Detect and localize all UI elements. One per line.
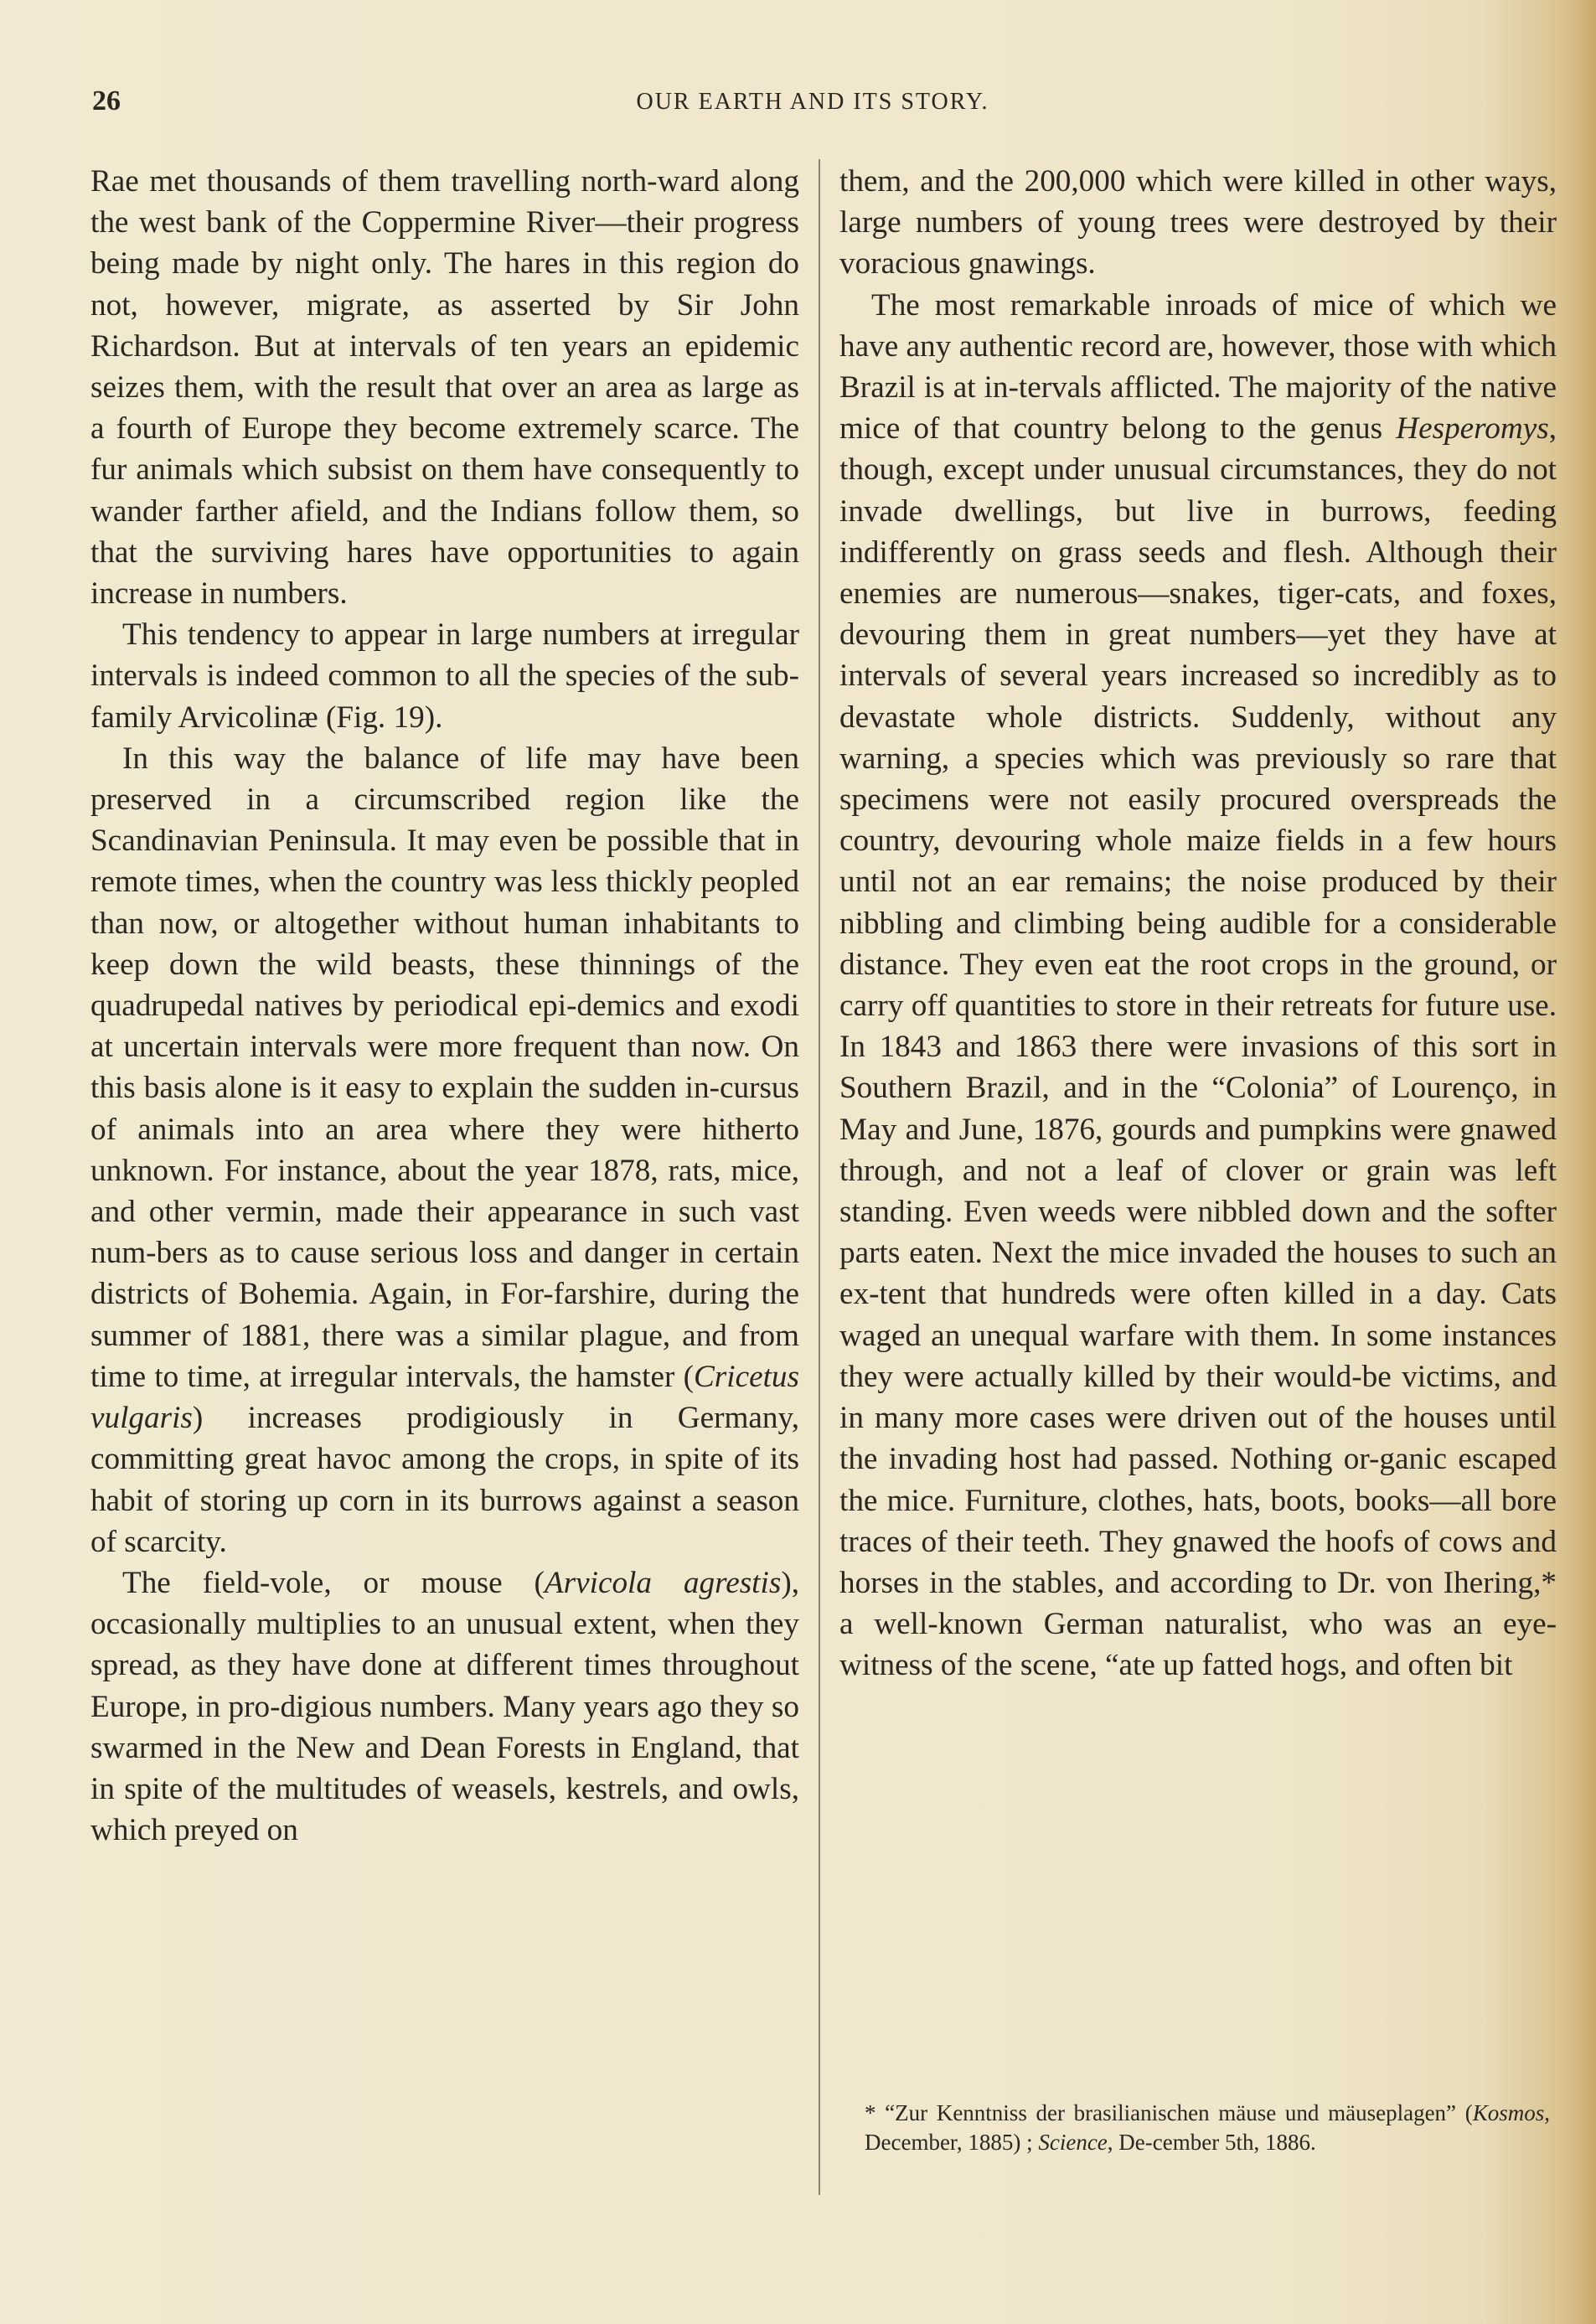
page-header (92, 85, 1533, 127)
paren-open: ( (674, 1359, 694, 1394)
footnote-mid: , December, 1885) ; (865, 2100, 1550, 2155)
species-name-hamster: Cricetus vulgaris (90, 1359, 800, 1436)
species-name-vole: Arvicola agrestis (544, 1565, 782, 1600)
genus-name: Hesperomys (1396, 411, 1549, 447)
right-paragraph-2 (839, 285, 1557, 1686)
page-number: 26 (92, 85, 121, 116)
left-column (90, 161, 799, 1851)
left-paragraph-3-text: In this way the balance of life may have been preserved in a circumscribed region like the Scandinavian Peninsula. It may even be possible that in remote times, when the country was less thickly peopled than now, or altogether without human inhabitants to keep down the wild beasts, these thinnings of the quadrupedal natives by periodical epi-demics and exodi at uncertain intervals were more frequent than now. On this basis alone is it easy to explain the sudden in-cursus of animals into an area where they were hitherto unknown. For instance, about the year 1878, rats, mice, and other vermin, made their appearance in such vast num-bers as to cause serious loss and danger in certain districts of Bohemia. Again, in For-farshire, during the summer of 1881, there was a similar plague, and from time to time, at irregular intervals, the hamster (90, 741, 799, 1394)
right-column (839, 161, 1557, 1686)
right-paragraph-1: them, and the 200,000 which were killed in other ways, large numbers of young trees were destroyed by their voracious gnawings. (839, 164, 1557, 281)
left-paragraph-1: Rae met thousands of them travelling north-ward along the west bank of the Coppermine River—their progress being made by night only. The hares in this region do not, however, migrate, as asserted by Sir John Richardson. But at intervals of ten years an epidemic seizes them, with the result that over an area as large as a fourth of Europe they become extremely scarce. The fur animals which subsist on them have consequently to wander farther afield, and the Indians follow them, so that the surviving hares have opportunities to again increase in numbers. (90, 164, 799, 612)
left-paragraph-4 (90, 1562, 799, 1851)
left-paragraph-2: This tendency to appear in large numbers at irregular intervals is indeed common to all the species of the sub-family Arvicolinæ (Fig. 19). (90, 617, 799, 735)
right-paragraph-2-head: The most remarkable inroads of mice of which we have any authentic record are, however, those with which Brazil is at in-tervals afflicted. The majority of the native mice of that country belong to the genus (839, 287, 1557, 447)
left-paragraph-3-tail: ) increases prodigiously in Germany, committing great havoc among the crops, in spite of its habit of storing up corn in its burrows against a season of scarcity. (90, 1401, 799, 1559)
running-head: OUR EARTH AND ITS STORY. (636, 89, 989, 115)
column-divider (819, 159, 820, 2195)
right-paragraph-2-tail: , though, except under unusual circumstances, they do not invade dwellings, but live in burrows, feeding indifferently on grass seeds and flesh. Although their enemies are numerous—snakes, tiger-cats, and foxes, devouring them in great numbers—yet they have at intervals of several years increased so incredibly as to devastate whole districts. Suddenly, without any warning, a species which was previously so rare that specimens were not easily procured overspreads the country, devouring whole maize fields in a few hours until not an ear remains; the noise produced by their nibbling and climbing being audible for a considerable distance. They even eat the root crops in the ground, or carry off quantities to store in their retreats for future use. In 1843 and 1863 there were invasions of this sort in Southern Brazil, and in the “Colonia” of Lourenço, in May and June, 1876, gourds and pumpkins were gnawed through, and not a leaf of clover or grain was left standing. Even weeds were nibbled down and the softer parts eaten. Next the mice invaded the houses to such an ex-tent that hundreds were often killed in a day. Cats waged an unequal warfare with them. In some instances they were actually killed by their would-be victims, and in many more cases were driven out of the houses until the invading host had passed. Nothing or-ganic escaped the mice. Furniture, clothes, hats, boots, books—all bore traces of their teeth. They gnawed the hoofs of cows and horses in the stables, and according to Dr. von Ihering,* a well-known German naturalist, who was an eye-witness of the scene, “ate up fatted hogs, and often bit (839, 411, 1557, 1683)
footnote-tail: , De-cember 5th, 1886. (1107, 2130, 1316, 2155)
footnote (865, 2099, 1550, 2157)
left-paragraph-4-head: The field-vole, or mouse ( (122, 1565, 545, 1600)
left-paragraph-4-tail: ), occasionally multiplies to an unusual extent, when they spread, as they have done at different times throughout Europe, in pro-digious numbers. Many years ago they so swarmed in the New and Dean Forests in England, that in spite of the multitudes of weasels, kestrels, and owls, which preyed on (90, 1565, 799, 1848)
left-paragraph-3 (90, 738, 799, 1562)
footnote-head: * “Zur Kenntniss der brasilianischen mäuse und mäuseplagen” ( (865, 2100, 1473, 2125)
journal-kosmos: Kosmos (1472, 2100, 1545, 2125)
journal-science: Science (1038, 2130, 1108, 2155)
